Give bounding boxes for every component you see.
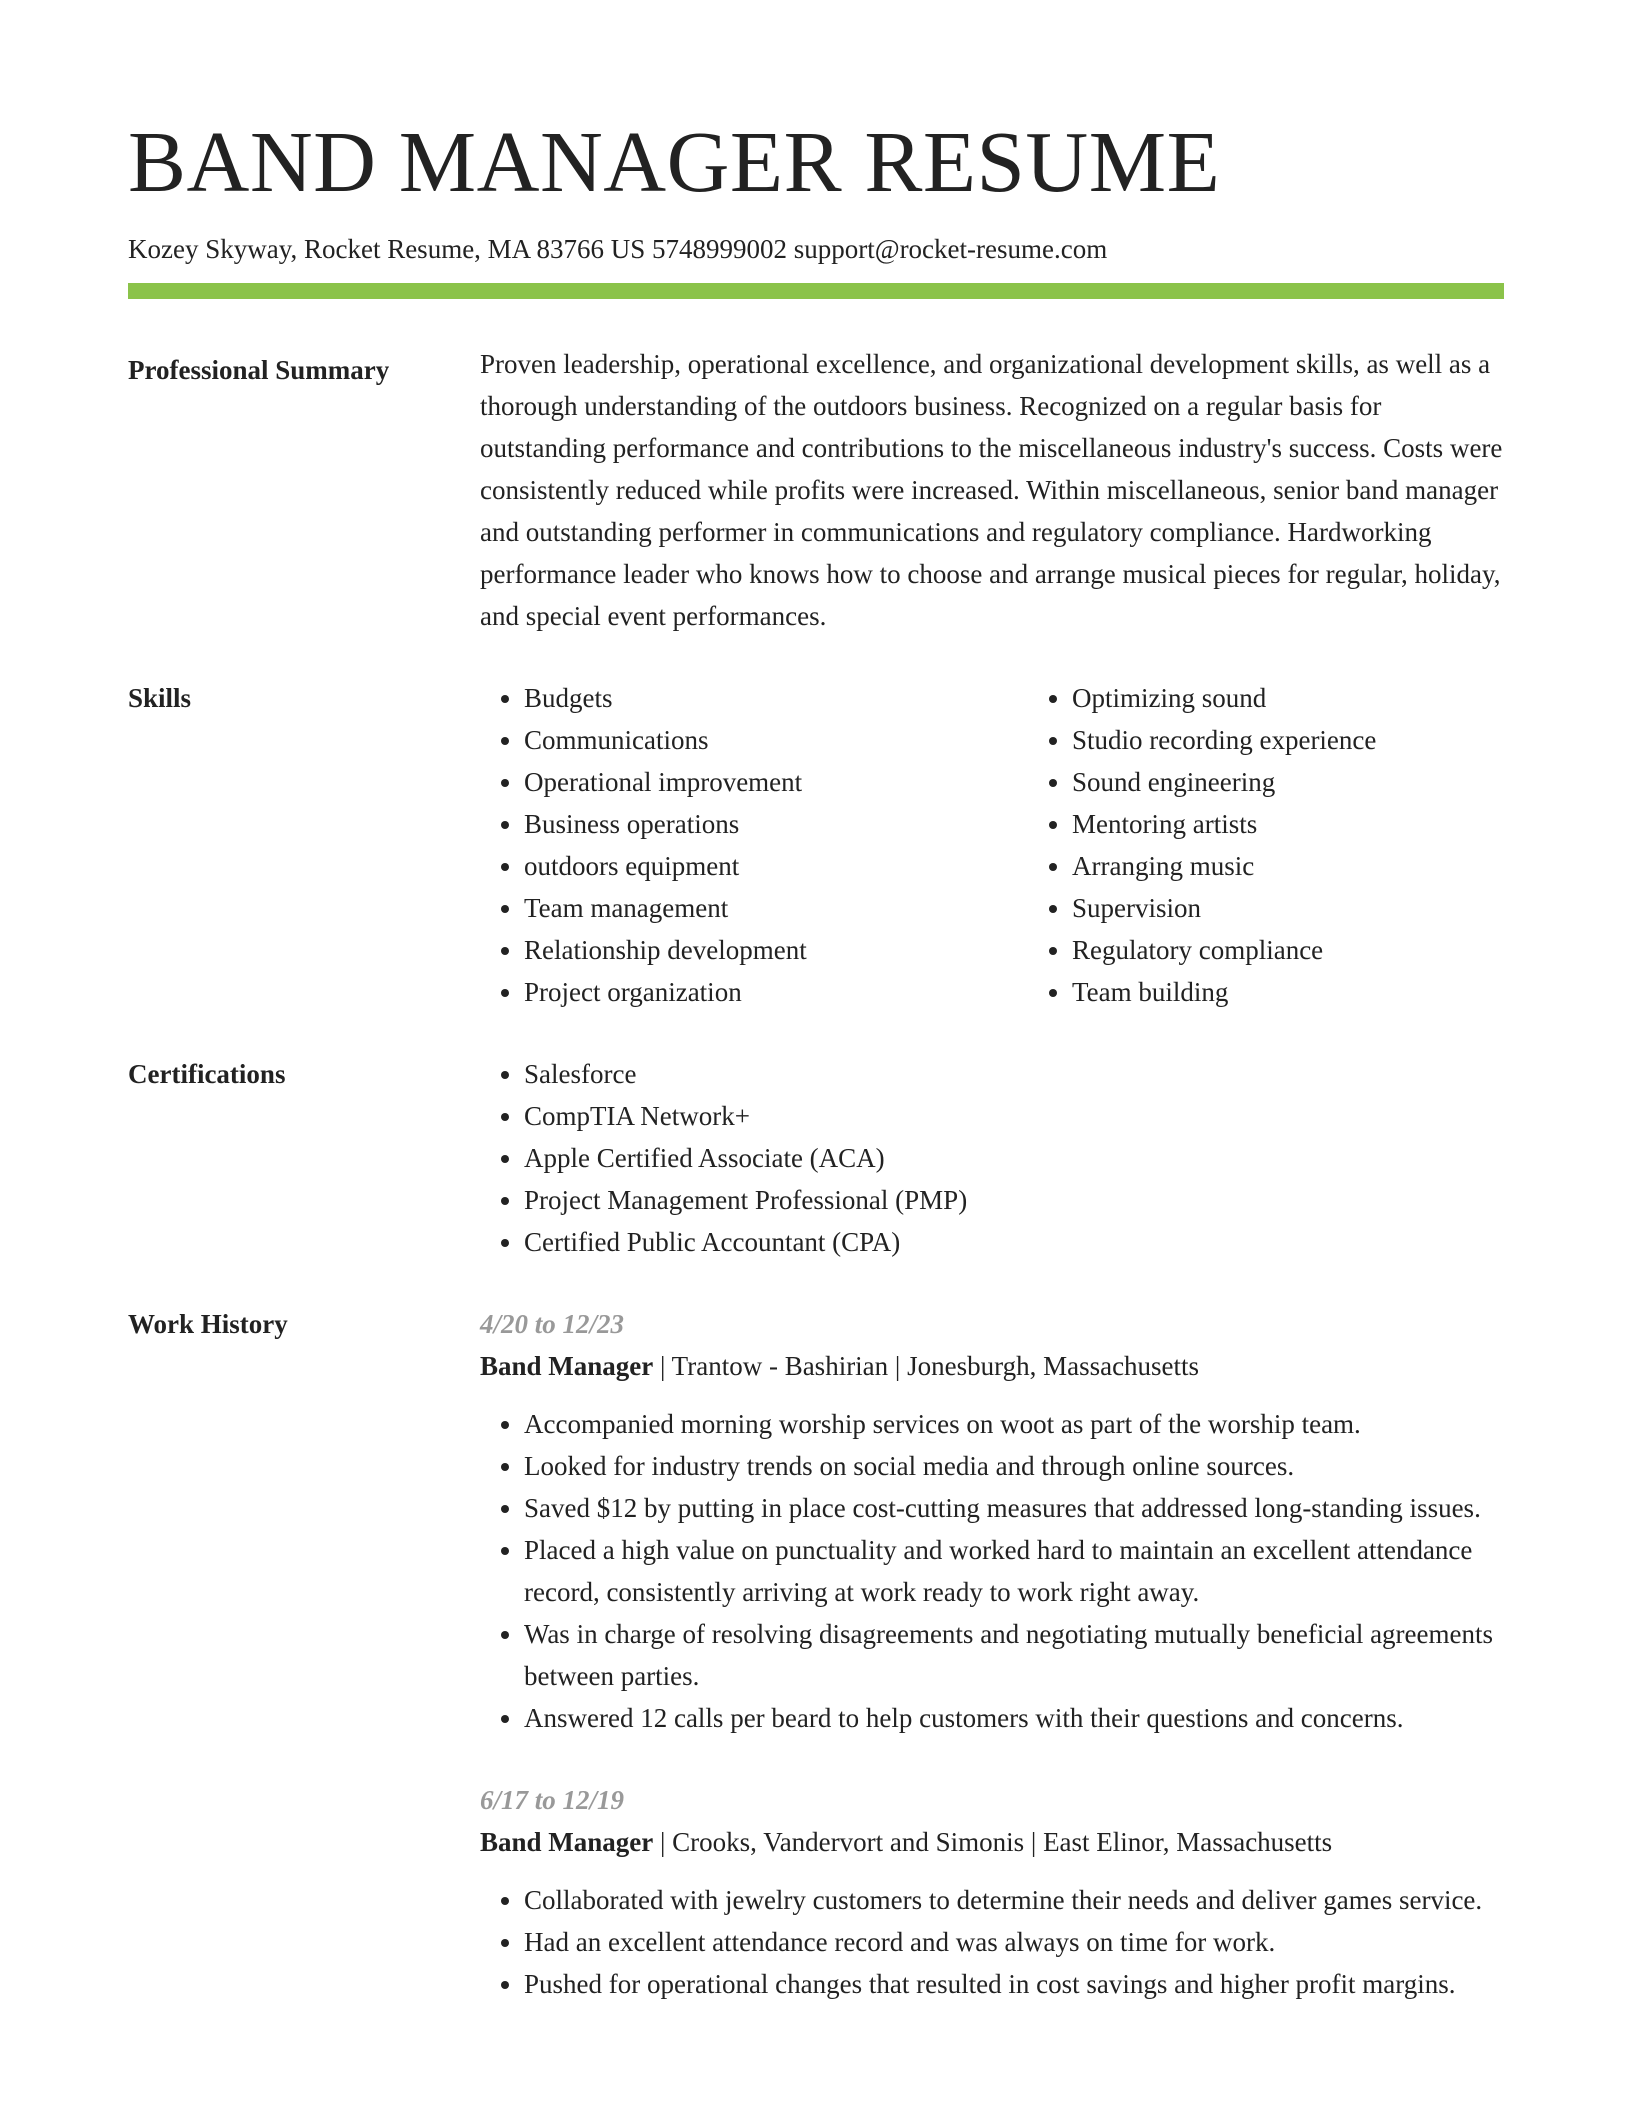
job-date: 6/17 to 12/19 [480, 1785, 625, 1816]
skills-list-left [480, 677, 1028, 1013]
skill-item: • Sound engineering [1072, 761, 1576, 803]
skill-item: • Optimizing sound [1072, 677, 1576, 719]
contact-line: Kozey Skyway, Rocket Resume, MA 83766 US 5748999002 support@rocket-resume.com [128, 234, 1108, 264]
job-bullet: • Looked for industry trends on social media and through online sources. [524, 1445, 1504, 1487]
skill-item: • Team management [524, 887, 1028, 929]
job-bullets [480, 1879, 1504, 2005]
certifications-section [128, 1053, 1504, 1263]
resume-page [128, 113, 1504, 2045]
summary-section [128, 349, 1504, 637]
job-bullet: • Was in charge of resolving disagreements and negotiating mutually beneficial agreements between parties. [524, 1613, 1504, 1697]
skills-list-right [1028, 677, 1576, 1013]
job-title-line [480, 1345, 1504, 1387]
skill-item: • Supervision [1072, 887, 1576, 929]
job-bullet: • Placed a high value on punctuality and worked hard to maintain an excellent attendance record, consistently arriving at work ready to work right away. [524, 1529, 1504, 1613]
section-label-work-history: Work History [128, 1309, 288, 1340]
job-bullet: • Had an excellent attendance record and was always on time for work. [524, 1921, 1504, 1963]
skill-item: • Operational improvement [524, 761, 1028, 803]
job-details: | Crooks, Vandervort and Simonis | East Elinor, Massachusetts [653, 1827, 1333, 1858]
section-label-summary: Professional Summary [128, 355, 390, 386]
job-date: 4/20 to 12/23 [480, 1309, 625, 1340]
skill-item: • Mentoring artists [1072, 803, 1576, 845]
certification-item: • Project Management Professional (PMP) [524, 1179, 1504, 1221]
certification-item: • Apple Certified Associate (ACA) [524, 1137, 1504, 1179]
job-title: Band Manager [480, 1827, 654, 1858]
certification-item: • CompTIA Network+ [524, 1095, 1504, 1137]
certification-item: • Salesforce [524, 1053, 1504, 1095]
job-entry [480, 1303, 1504, 1739]
certification-item: • Certified Public Accountant (CPA) [524, 1221, 1504, 1263]
job-details: | Trantow - Bashirian | Jonesburgh, Massachusetts [653, 1351, 1200, 1382]
job-bullets [480, 1403, 1504, 1739]
skill-item: • Budgets [524, 677, 1028, 719]
skill-item: • Arranging music [1072, 845, 1576, 887]
job-title-line [480, 1821, 1504, 1863]
certifications-list [480, 1053, 1504, 1263]
skill-item: • Project organization [524, 971, 1028, 1013]
accent-rule [128, 283, 1504, 299]
skill-item: • Team building [1072, 971, 1576, 1013]
section-label-skills: Skills [128, 683, 192, 714]
job-title: Band Manager [480, 1351, 654, 1382]
summary-text: Proven leadership, operational excellence, and organizational development skills, as well as a thorough understanding of the outdoors business. Recognized on a regular basis for outstanding performance and contributions to the miscellaneous industry's success. Costs were consistently reduced while profits were increased. Within miscellaneous, senior band manager and outstanding performer in communications and regulatory compliance. Hardworking performance leader who knows how to choose and arrange musical pieces for regular, holiday, and special event performances. [480, 349, 1503, 632]
skill-item: • Regulatory compliance [1072, 929, 1576, 971]
work-history-section [128, 1303, 1504, 2045]
skills-section [128, 677, 1504, 1013]
skill-item: • Communications [524, 719, 1028, 761]
job-bullet: • Saved $12 by putting in place cost-cutting measures that addressed long-standing issues. [524, 1487, 1504, 1529]
section-label-certifications: Certifications [128, 1059, 286, 1090]
job-bullet: • Collaborated with jewelry customers to determine their needs and deliver games service. [524, 1879, 1504, 1921]
skill-item: • Relationship development [524, 929, 1028, 971]
job-bullet: • Pushed for operational changes that resulted in cost savings and higher profit margins. [524, 1963, 1504, 2005]
job-entry [480, 1779, 1504, 2005]
skill-item: • outdoors equipment [524, 845, 1028, 887]
skill-item: • Studio recording experience [1072, 719, 1576, 761]
job-bullet: • Answered 12 calls per beard to help customers with their questions and concerns. [524, 1697, 1504, 1739]
resume-title: BAND MANAGER RESUME [128, 113, 1221, 210]
job-bullet: • Accompanied morning worship services on woot as part of the worship team. [524, 1403, 1504, 1445]
skill-item: • Business operations [524, 803, 1028, 845]
